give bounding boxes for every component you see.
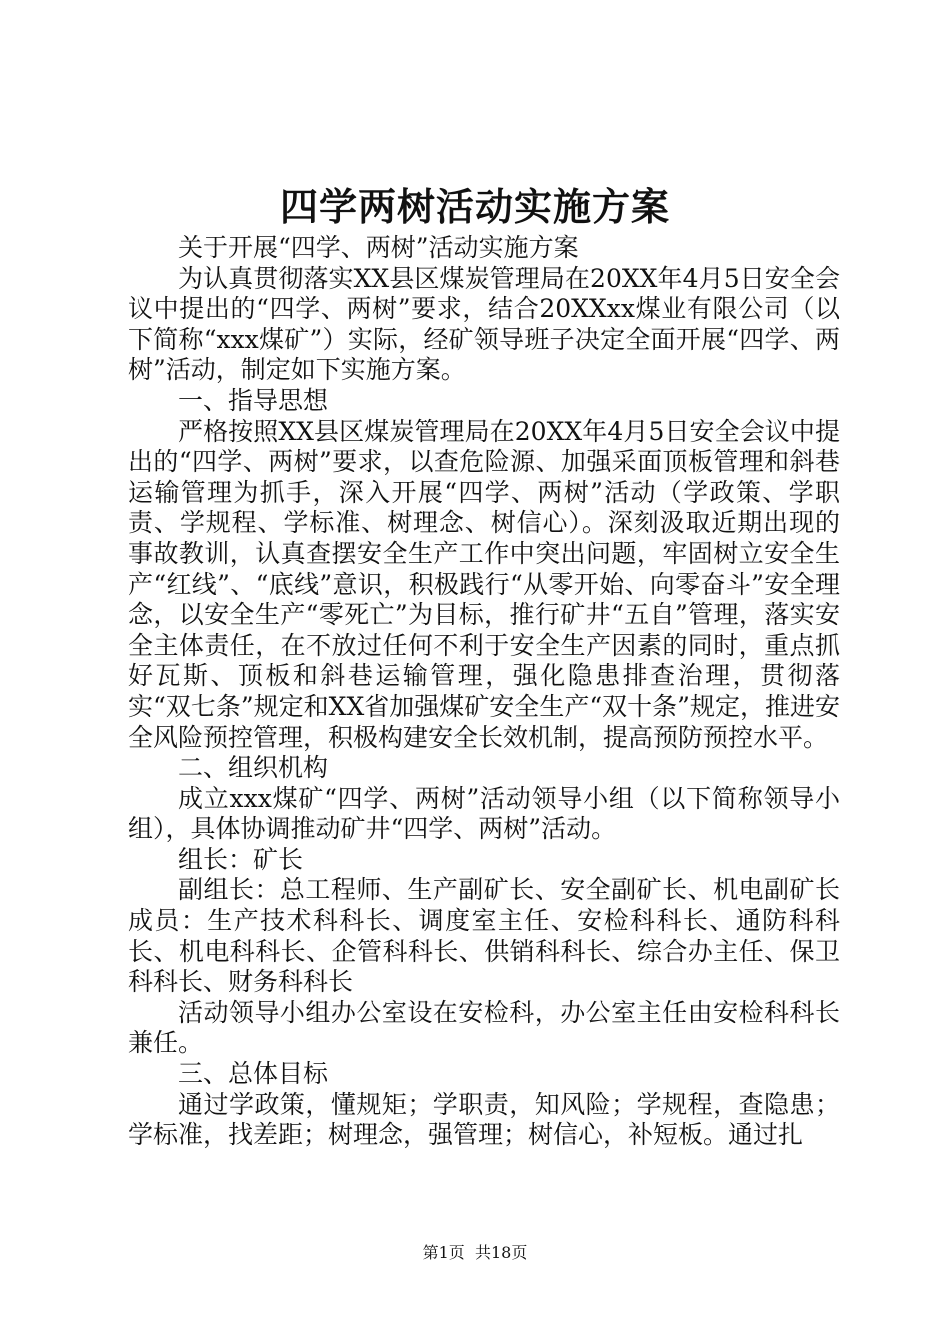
section-heading-organization: 二、组织机构: [178, 753, 329, 783]
section-heading-guiding-ideology: 一、指导思想: [178, 385, 329, 415]
document-title: 四学两树活动实施方案: [279, 184, 670, 229]
paragraph-subtitle: 关于开展“四学、两树”活动实施方案: [178, 233, 579, 262]
page-footer: [0, 1243, 950, 1263]
paragraph-overall-goals: 通过学政策，懂规矩；学职责，知风险；学规程，查隐患；学标准，找差距；树理念，强管理；树信心，补短板。通过扎: [128, 1089, 840, 1150]
section-heading-overall-goals: 三、总体目标: [178, 1059, 329, 1089]
paragraph-group-leader: 组长：矿长: [178, 844, 304, 874]
page-total: 共18页: [474, 1243, 528, 1262]
document-body: [128, 233, 840, 1151]
paragraph-office: 活动领导小组办公室设在安检科，办公室主任由安检科科长兼任。: [128, 997, 840, 1058]
paragraph-intro: 为认真贯彻落实XX县区煤炭管理局在20XX年4月5日安全会议中提出的“四学、两树”要求，结合20XXxx煤业有限公司（以下简称“xxx煤矿”）实际，经矿领导班子决定全面开展“四学、两树”活动，制定如下实施方案。: [128, 263, 840, 385]
page-number: 第1页: [422, 1243, 465, 1262]
paragraph-leading-group: 成立xxx煤矿“四学、两树”活动领导小组（以下简称领导小组），具体协调推动矿井“四学、两树”活动。: [128, 783, 840, 844]
paragraph-guiding-ideology: 严格按照XX县区煤炭管理局在20XX年4月5日安全会议中提出的“四学、两树”要求，以查危险源、加强采面顶板管理和斜巷运输管理为抓手，深入开展“四学、两树”活动（学政策、学职责、学规程、学标准、树理念、树信心）。深刻汲取近期出现的事故教训，认真查摆安全生产工作中突出问题，牢固树立安全生产“红线”、“底线”意识，积极践行“从零开始、向零奋斗”安全理念，以安全生产“零死亡”为目标，推行矿井“五自”管理，落实安全主体责任，在不放过任何不利于安全生产因素的同时，重点抓好瓦斯、顶板和斜巷运输管理，强化隐患排查治理，贯彻落实“双七条”规定和XX省加强煤矿安全生产“双十条”规定，推进安全风险预控管理，积极构建安全长效机制，提高预防预控水平。: [128, 416, 840, 752]
paragraph-deputy-leaders-members: 副组长：总工程师、生产副矿长、安全副矿长、机电副矿长成员：生产技术科科长、调度室主任、安检科科长、通防科科长、机电科科长、企管科科长、供销科科长、综合办主任、保卫科科长、财务科科长: [128, 875, 840, 997]
